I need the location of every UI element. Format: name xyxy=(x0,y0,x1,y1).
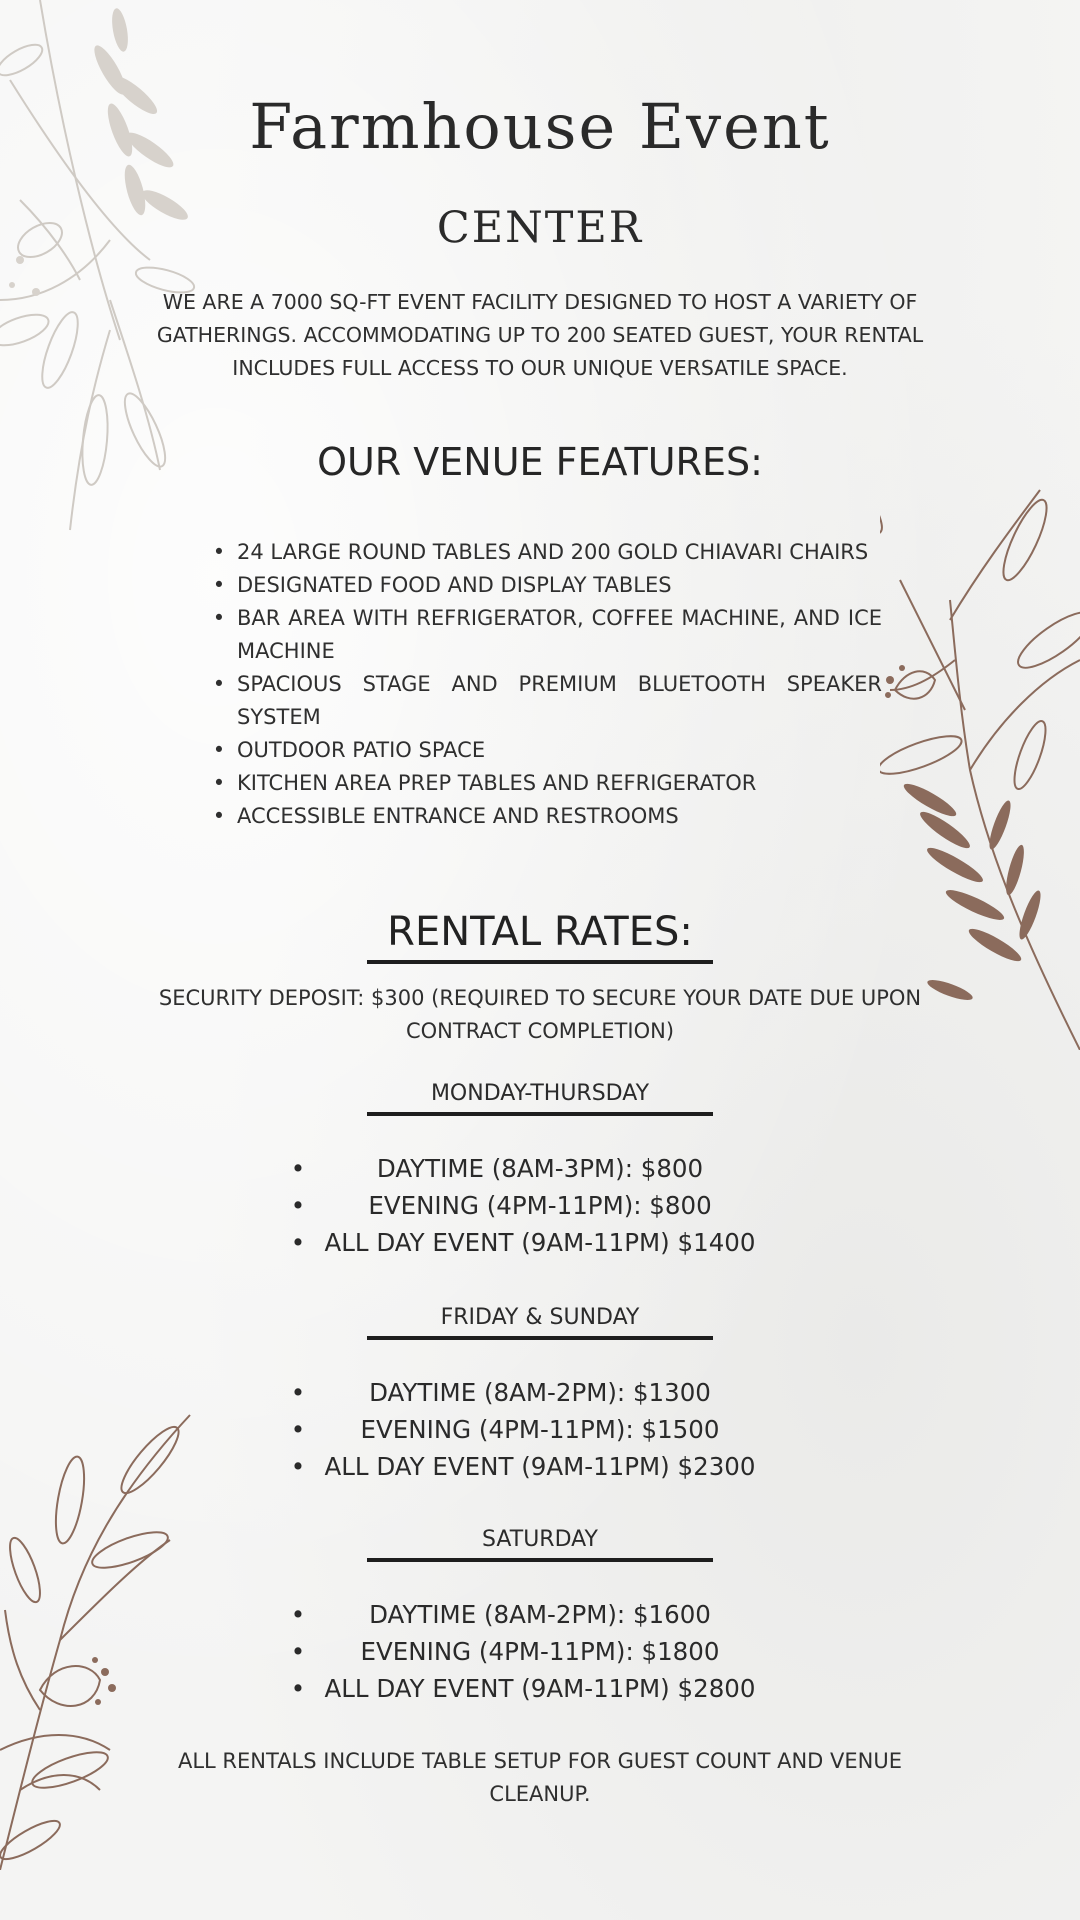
list-item: • DAYTIME (8AM-2PM): $1300 xyxy=(280,1374,800,1411)
day-heading-monday-thursday: MONDAY-THURSDAY xyxy=(367,1076,713,1116)
bullet-icon: • xyxy=(290,1228,306,1257)
bullet-icon: • xyxy=(290,1674,306,1703)
bullet-icon: • xyxy=(212,540,226,564)
list-item: • DAYTIME (8AM-2PM): $1600 xyxy=(280,1596,800,1633)
rate-list-saturday xyxy=(280,1596,800,1707)
bullet-icon: • xyxy=(290,1415,306,1444)
bullet-icon: • xyxy=(290,1154,306,1183)
footer-note: ALL RENTALS INCLUDE TABLE SETUP FOR GUEST COUNT AND VENUE CLEANUP. xyxy=(177,1749,903,1806)
list-item: • ACCESSIBLE ENTRANCE AND RESTROOMS xyxy=(237,800,882,833)
bullet-icon: • xyxy=(212,738,226,762)
list-item: • EVENING (4PM-11PM): $1800 xyxy=(280,1633,800,1670)
list-item: • OUTDOOR PATIO SPACE xyxy=(237,734,882,767)
features-heading: OUR VENUE FEATURES: xyxy=(317,440,763,484)
botanical-right-decoration xyxy=(880,480,1080,1050)
list-item: • BAR AREA WITH REFRIGERATOR, COFFEE MACHINE, AND ICE MACHINE xyxy=(237,602,882,668)
rate-list-friday-sunday xyxy=(280,1374,800,1485)
bullet-icon: • xyxy=(212,672,226,696)
bullet-icon: • xyxy=(290,1378,306,1407)
bullet-icon: • xyxy=(290,1452,306,1481)
list-item: • EVENING (4PM-11PM): $800 xyxy=(280,1187,800,1224)
list-item: • ALL DAY EVENT (9AM-11PM) $2300 xyxy=(280,1448,800,1485)
list-item: • SPACIOUS STAGE AND PREMIUM BLUETOOTH SPEAKER SYSTEM xyxy=(237,668,882,734)
venue-title-line-2: center xyxy=(436,184,644,257)
rate-list-monday-thursday xyxy=(280,1150,800,1261)
venue-title-line-1: Farmhouse Event xyxy=(249,90,831,163)
day-heading-friday-sunday: FRIDAY & SUNDAY xyxy=(367,1300,713,1340)
bullet-icon: • xyxy=(212,804,226,828)
bullet-icon: • xyxy=(290,1637,306,1666)
bullet-icon: • xyxy=(212,606,226,630)
bullet-icon: • xyxy=(212,771,226,795)
intro-paragraph: WE ARE A 7000 SQ-FT EVENT FACILITY DESIGNED TO HOST A VARIETY OF GATHERINGS. ACCOMMODATING UP TO 200 SEATED GUEST, YOUR RENTAL INCLUDES FULL ACCESS TO OUR UNIQUE VERSATILE SPACE. xyxy=(156,290,924,380)
day-heading-saturday: SATURDAY xyxy=(367,1522,713,1562)
list-item: • DESIGNATED FOOD AND DISPLAY TABLES xyxy=(237,569,882,602)
features-list xyxy=(212,536,882,833)
bullet-icon: • xyxy=(290,1191,306,1220)
list-item: • DAYTIME (8AM-3PM): $800 xyxy=(280,1150,800,1187)
list-item: • 24 LARGE ROUND TABLES AND 200 GOLD CHIAVARI CHAIRS xyxy=(237,536,882,569)
bullet-icon: • xyxy=(290,1600,306,1629)
list-item: • ALL DAY EVENT (9AM-11PM) $2800 xyxy=(280,1670,800,1707)
security-deposit-note: SECURITY DEPOSIT: $300 (REQUIRED TO SECURE YOUR DATE DUE UPON CONTRACT COMPLETION) xyxy=(158,986,922,1043)
list-item: • EVENING (4PM-11PM): $1500 xyxy=(280,1411,800,1448)
list-item: • ALL DAY EVENT (9AM-11PM) $1400 xyxy=(280,1224,800,1261)
list-item: • KITCHEN AREA PREP TABLES AND REFRIGERATOR xyxy=(237,767,882,800)
rental-rates-heading: RENTAL RATES: xyxy=(367,906,713,964)
bullet-icon: • xyxy=(212,573,226,597)
